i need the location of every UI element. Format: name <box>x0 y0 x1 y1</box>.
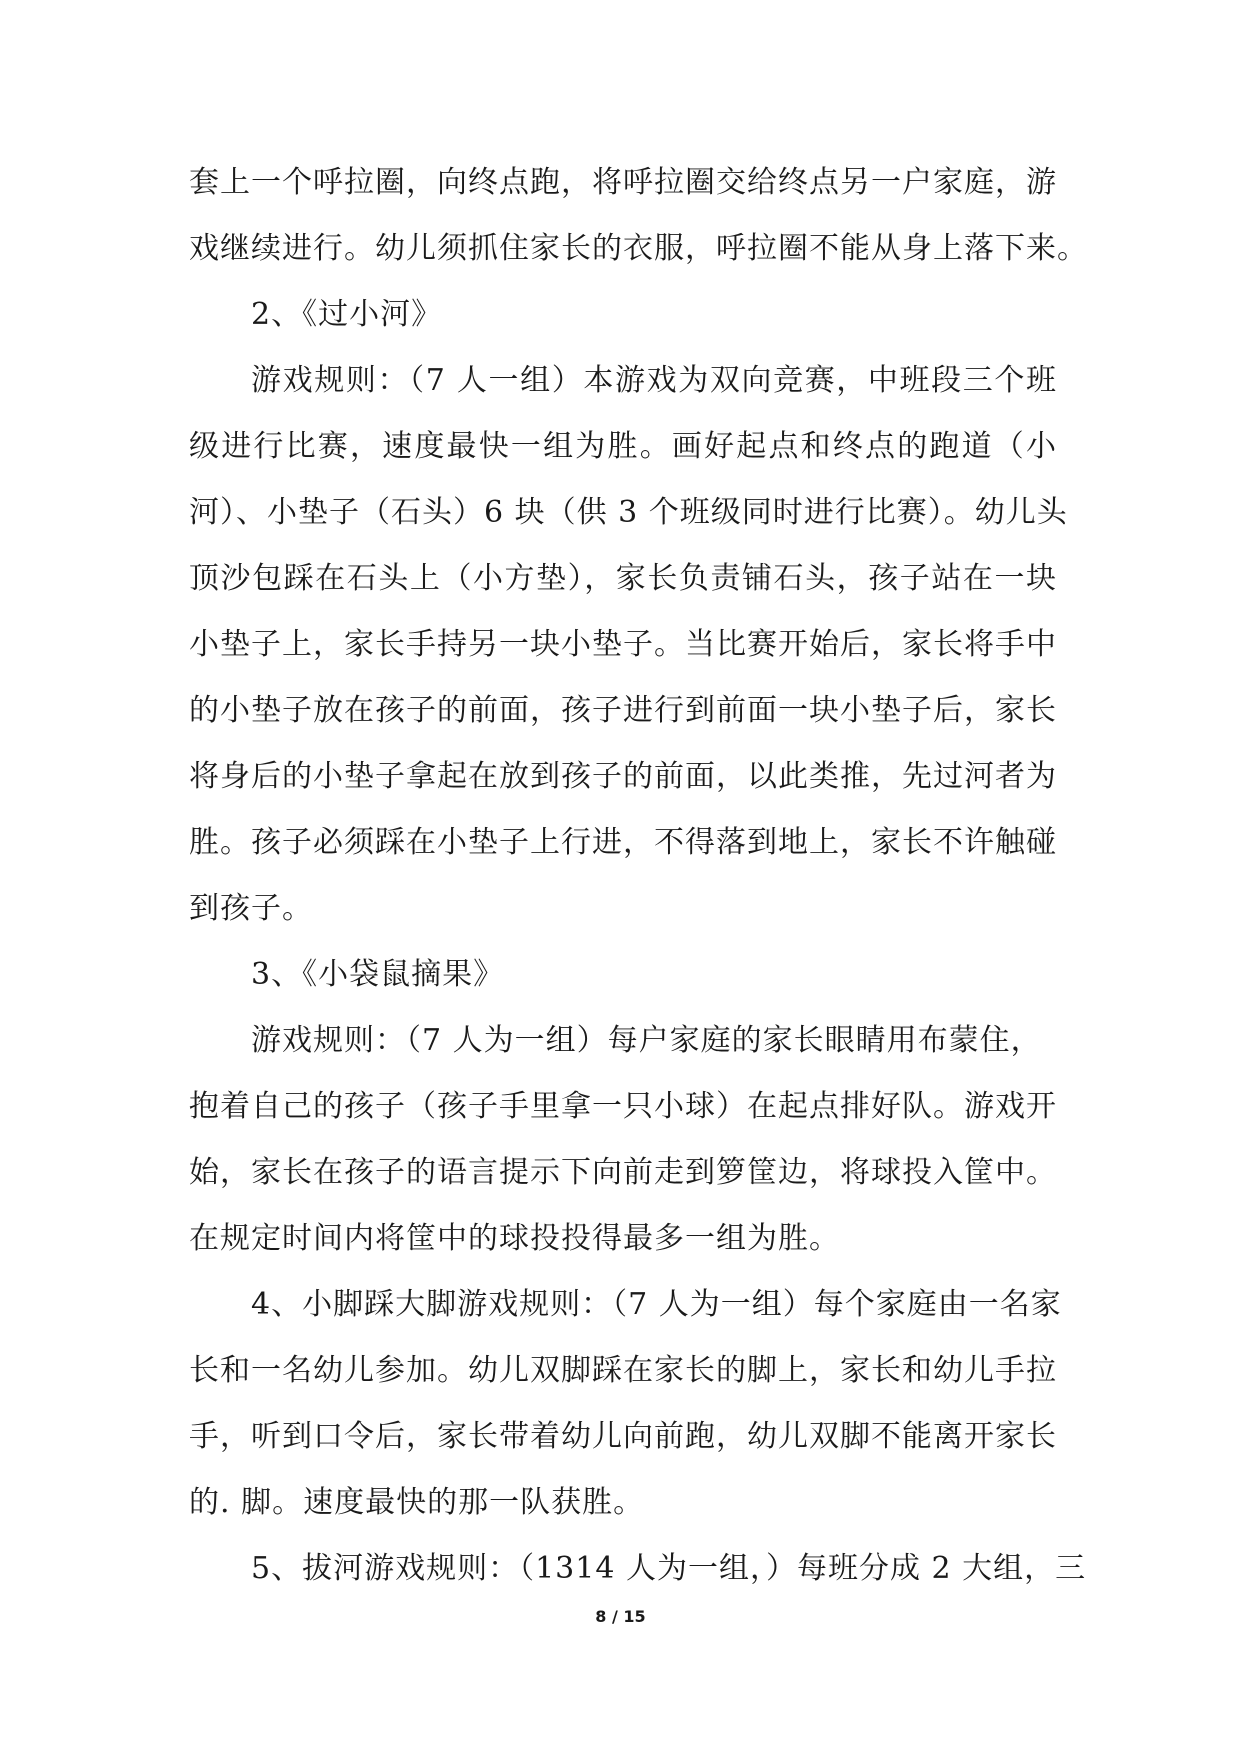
paragraph-line: 的. 脚。速度最快的那一队获胜。 <box>189 1485 645 1520</box>
paragraph-line: 4、小脚踩大脚游戏规则：（7 人为一组）每个家庭由一名家 <box>251 1287 1062 1322</box>
paragraph-line: 游戏规则：（7 人为一组）每户家庭的家长眼睛用布蒙住， <box>251 1023 1042 1058</box>
page-number: 8 / 15 <box>595 1607 646 1626</box>
paragraph-line: 顶沙包踩在石头上（小方垫），家长负责铺石头，孩子站在一块 <box>189 561 1057 596</box>
paragraph-line: 胜。孩子必须踩在小垫子上行进，不得落到地上，家长不许触碰 <box>189 825 1057 860</box>
section-heading: 3、《小袋鼠摘果》 <box>251 957 505 992</box>
paragraph-line: 套上一个呼拉圈，向终点跑，将呼拉圈交给终点另一户家庭，游 <box>189 165 1057 200</box>
paragraph-line: 级进行比赛，速度最快一组为胜。画好起点和终点的跑道（小 <box>189 429 1057 464</box>
paragraph-line: 到孩子。 <box>189 891 313 926</box>
paragraph-line: 抱着自己的孩子（孩子手里拿一只小球）在起点排好队。游戏开 <box>189 1089 1057 1124</box>
paragraph-line: 在规定时间内将筐中的球投投得最多一组为胜。 <box>189 1221 840 1256</box>
paragraph-line: 5、拔河游戏规则：（1314 人为一组，）每班分成 2 大组，三 <box>251 1551 1087 1586</box>
paragraph-line: 始，家长在孩子的语言提示下向前走到箩筐边，将球投入筐中。 <box>189 1155 1057 1190</box>
paragraph-line: 小垫子上，家长手持另一块小垫子。当比赛开始后，家长将手中 <box>189 627 1057 662</box>
paragraph-line: 长和一名幼儿参加。幼儿双脚踩在家长的脚上，家长和幼儿手拉 <box>189 1353 1057 1388</box>
body-text <box>189 150 1088 1602</box>
paragraph-line: 河）、小垫子（石头）6 块（供 3 个班级同时进行比赛）。幼儿头 <box>189 495 1068 530</box>
paragraph-line: 游戏规则：（7 人一组）本游戏为双向竞赛，中班段三个班 <box>251 363 1057 398</box>
section-heading: 2、《过小河》 <box>251 297 443 332</box>
paragraph-line: 将身后的小垫子拿起在放到孩子的前面，以此类推，先过河者为 <box>189 759 1057 794</box>
paragraph-line: 的小垫子放在孩子的前面，孩子进行到前面一块小垫子后，家长 <box>189 693 1057 728</box>
paragraph-line: 戏继续进行。幼儿须抓住家长的衣服，呼拉圈不能从身上落下来。 <box>189 231 1088 266</box>
paragraph-line: 手，听到口令后，家长带着幼儿向前跑，幼儿双脚不能离开家长 <box>189 1419 1057 1454</box>
